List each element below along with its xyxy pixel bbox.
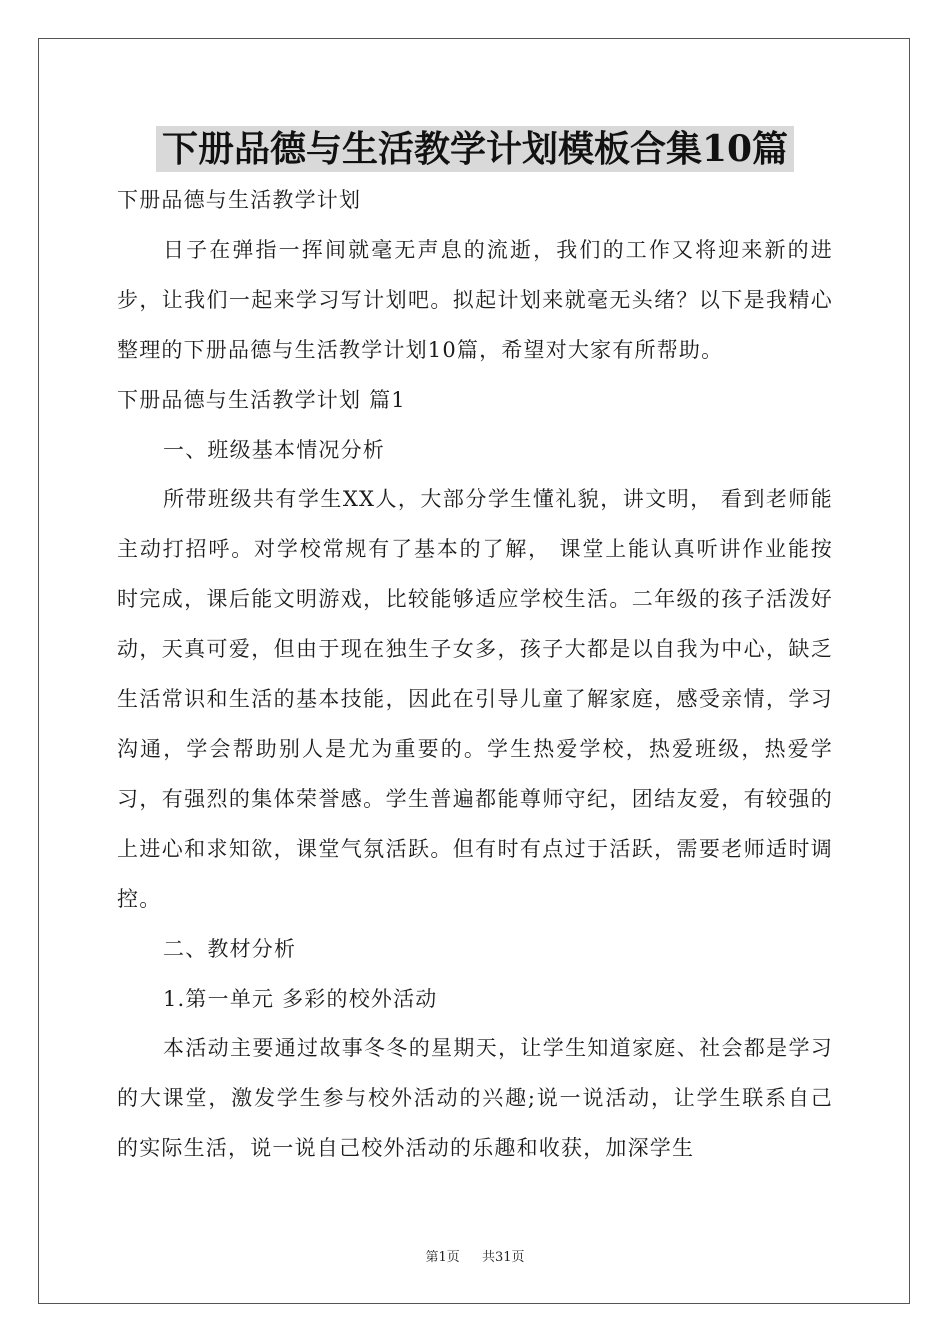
heading-textbook-analysis: 二、教材分析	[163, 936, 297, 961]
heading-class-analysis: 一、班级基本情况分析	[163, 437, 385, 462]
paragraph-subtitle: 下册品德与生活教学计划	[117, 188, 362, 212]
page-footer	[0, 1246, 950, 1265]
title-container	[0, 126, 950, 172]
heading-unit-one: 1.第一单元 多彩的校外活动	[163, 986, 438, 1011]
paragraph-unit-one: 本活动主要通过故事冬冬的星期天，让学生知道家庭、社会都是学习的大课堂，激发学生参与校外活动的兴趣;说一说活动，让学生联系自己的实际生活，说一说自己校外活动的乐趣和收获，加深学生	[117, 1036, 833, 1161]
document-title: 下册品德与生活教学计划模板合集10篇	[156, 126, 794, 172]
paragraph-intro: 日子在弹指一挥间就毫无声息的流逝，我们的工作又将迎来新的进步，让我们一起来学习写计划吧。拟起计划来就毫无头绪？以下是我精心整理的下册品德与生活教学计划10篇，希望对大家有所帮助。	[117, 237, 833, 362]
page-total: 共31页	[482, 1250, 525, 1265]
paragraph-class-analysis: 所带班级共有学生XX人，大部分学生懂礼貌，讲文明， 看到老师能主动打招呼。对学校常规有了基本的了解， 课堂上能认真听讲作业能按时完成，课后能文明游戏，比较能够适应学校生活。二年级的孩子活泼好动，天真可爱，但由于现在独生子女多，孩子大都是以自我为中心，缺乏生活常识和生活的基本技能，因此在引导儿童了解家庭，感受亲情，学习沟通，学会帮助别人是尤为重要的。学生热爱学校，热爱班级，热爱学习，有强烈的集体荣誉感。学生普遍都能尊师守纪，团结友爱，有较强的上进心和求知欲，课堂气氛活跃。但有时有点过于活跃，需要老师适时调控。	[117, 487, 833, 911]
document-body	[117, 176, 833, 1174]
section-heading-part1: 下册品德与生活教学计划 篇1	[117, 387, 406, 412]
page-number: 第1页	[425, 1250, 460, 1265]
